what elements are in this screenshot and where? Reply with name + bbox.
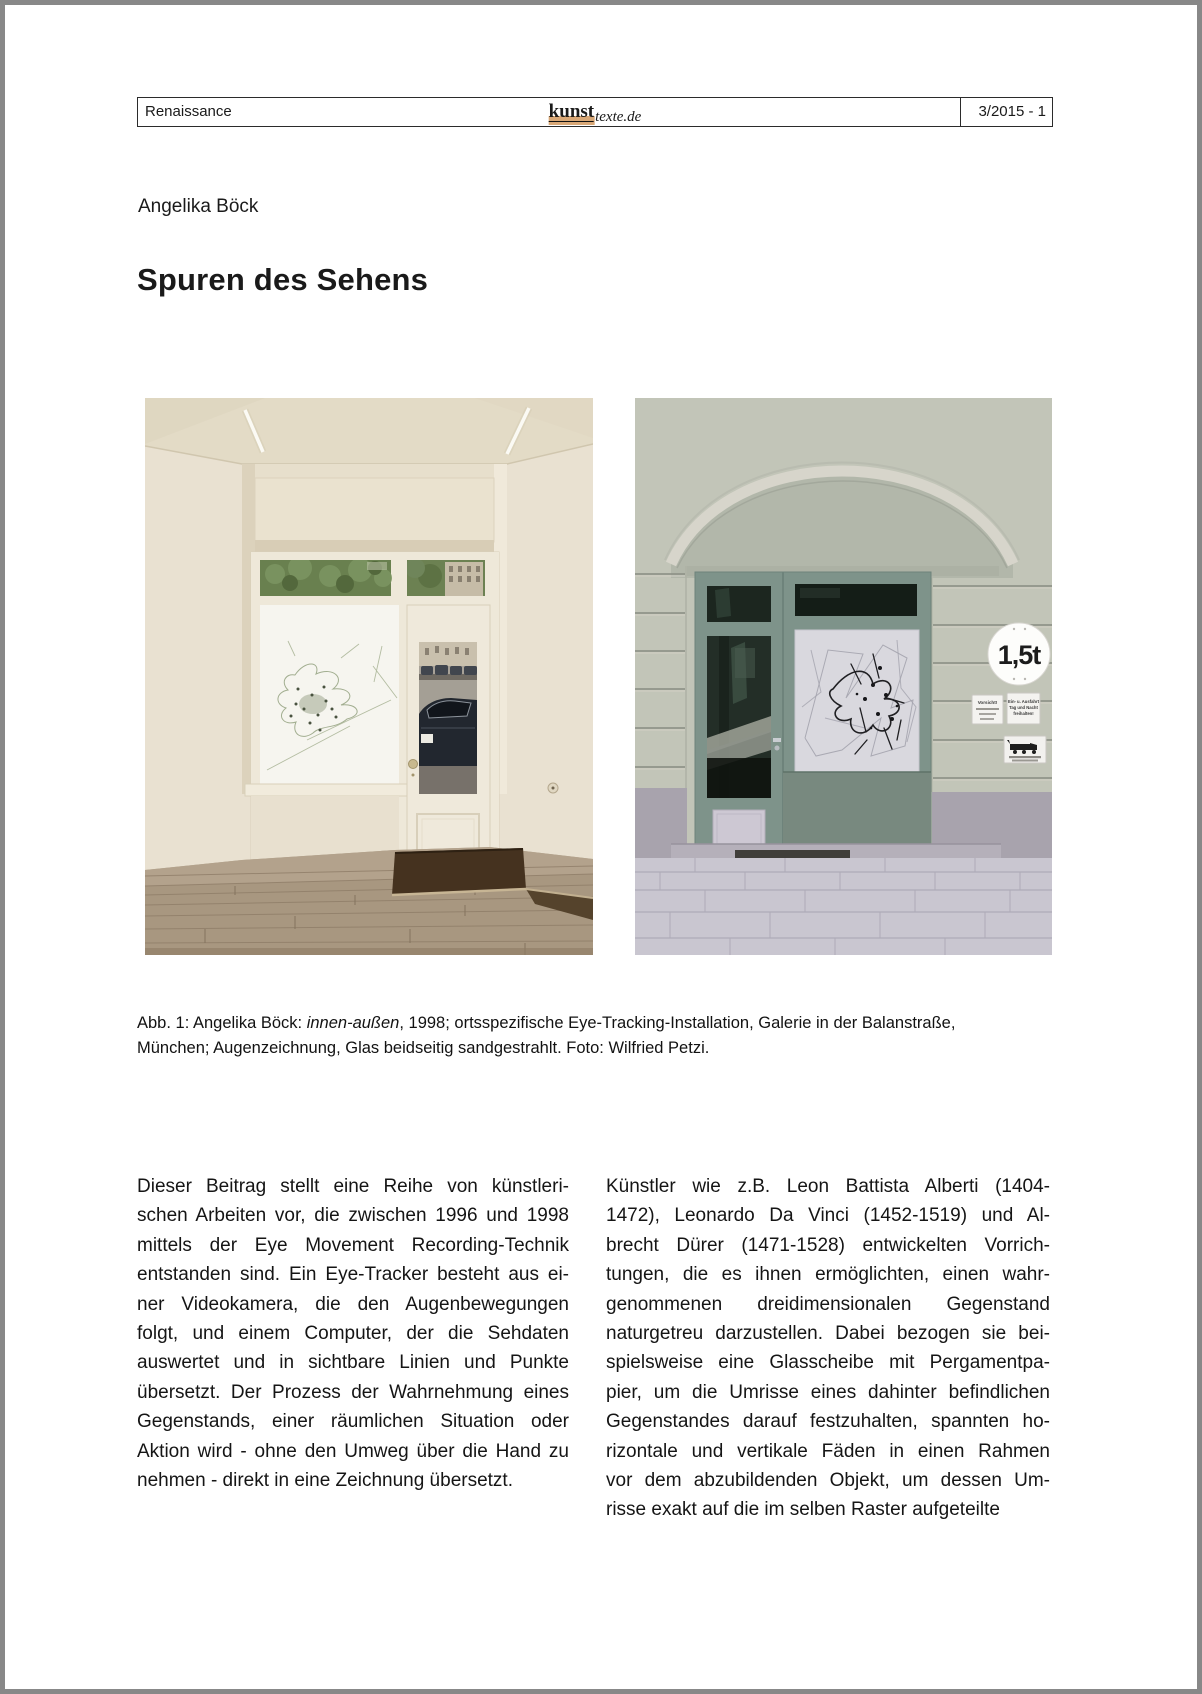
text-line: mittels der Eye Movement Recording-Technik — [137, 1234, 569, 1256]
text-line: Künstler wie z.B. Leon Battista Alberti (1404- — [606, 1176, 1050, 1197]
work-title-italic: innen-außen — [306, 1014, 400, 1032]
logo-text-texte: texte.de — [595, 109, 642, 125]
body-column-left — [137, 1172, 569, 1495]
journal-header — [137, 97, 1053, 127]
ceiling — [145, 398, 593, 464]
article-title: Spuren des Sehens — [137, 262, 429, 297]
text-line: naturgetreu darzustellen. Dabei bezogen sie bei- — [606, 1323, 1050, 1345]
caution-plaque — [972, 695, 1003, 724]
entry-door-glass — [707, 636, 771, 798]
text-line: risse exakt auf die im selben Raster aufgeteilte — [606, 1499, 1000, 1521]
sandblasted-window-eye-drawing — [259, 604, 399, 784]
journal-logo — [549, 98, 642, 126]
photo-street-facade — [635, 398, 1052, 955]
weight-limit-sign — [988, 623, 1050, 685]
logo-text-kunst: kunst — [548, 101, 595, 122]
door-knob — [409, 760, 418, 769]
text-line: rizontale und vertikale Fäden in einen Rahmen — [606, 1440, 1050, 1462]
text-line: pier, um die Umrisse eines dahinter befindlichen — [606, 1381, 1050, 1403]
journal-section-label: Renaissance — [145, 103, 232, 120]
black-car — [419, 698, 477, 766]
text-line: genommenen dreidimensionalen Gegenstand — [606, 1293, 1050, 1315]
text-line: nehmen - direkt in eine Zeichnung übersetzt. — [137, 1470, 513, 1492]
gallery-door — [407, 605, 490, 882]
keep-clear-plaque — [1007, 693, 1040, 724]
text-line: schen Arbeiten vor, die zwischen 1996 und 1998 — [137, 1205, 569, 1227]
text-line: Gegenstandes darauf festzuhalten, spannten ho- — [606, 1411, 1050, 1433]
svg-text:freihalten!: freihalten! — [1013, 711, 1034, 716]
text-line: tungen, die es ihnen ermöglichten, einen wahr- — [606, 1264, 1050, 1286]
door-transom-window — [405, 558, 485, 596]
door-glass-street-view — [419, 642, 477, 794]
photo-gallery-interior — [145, 398, 593, 955]
window-base-panel — [783, 772, 931, 844]
gallery-interior-illustration — [145, 398, 593, 955]
text-line: folgt, und einem Computer, der die Sehdaten — [137, 1323, 569, 1345]
weight-limit-text: 1,5t — [997, 640, 1041, 670]
door-handle — [773, 738, 781, 742]
wall-outlet — [548, 783, 558, 793]
issue-number: 3/2015 - 1 — [960, 98, 1052, 126]
sandblasted-window-eye-drawing-exterior — [795, 630, 919, 772]
body-column-right — [606, 1172, 1050, 1525]
text-line: übersetzt. Der Prozess der Wahrnehmung eines — [137, 1381, 569, 1403]
wooden-floor — [145, 847, 593, 955]
text-line: ner Videokamera, die den Augenbewegungen — [137, 1293, 569, 1315]
caption-line-2: München; Augenzeichnung, Glas beidseitig sandgestrahlt. Foto: Wilfried Petzi. — [137, 1038, 710, 1057]
text-line: 1472), Leonardo Da Vinci (1452-1519) und Al- — [606, 1205, 1050, 1227]
text-line: Dieser Beitrag stellt eine Reihe von künstleri- — [137, 1176, 569, 1197]
window-sill — [245, 784, 407, 796]
transom-window-trees — [259, 556, 392, 596]
svg-text:Ein- u. Ausfahrt: Ein- u. Ausfahrt — [1007, 699, 1040, 704]
tow-away-plaque — [1004, 736, 1046, 763]
text-line: Gegenstands, einer räumlichen Situation oder — [137, 1411, 569, 1433]
text-line: entstanden sind. Ein Eye-Tracker besteht aus ei- — [137, 1264, 569, 1286]
text-line: Aktion wird - ohne den Umweg über die Hand zu — [137, 1440, 569, 1462]
text-line: vor dem abzubildenden Objekt, um dessen Um- — [606, 1470, 1050, 1492]
svg-text:Vorsicht!: Vorsicht! — [977, 700, 998, 705]
svg-text:Tag und Nacht: Tag und Nacht — [1009, 705, 1038, 710]
drain-grate — [735, 850, 850, 858]
text-line: auswertet und in sichtbare Linien und Punkte — [137, 1352, 569, 1374]
street-facade-illustration — [635, 398, 1052, 955]
figure-caption — [137, 1011, 1037, 1060]
caption-line-1: Abb. 1: Angelika Böck: innen-außen, 1998; ortsspezifische Eye-Tracking-Installation, Galerie in der Balanstraße, — [137, 1014, 956, 1032]
sage-storefront — [695, 572, 931, 850]
text-line: spielsweise eine Glasscheibe mit Pergamentpa- — [606, 1352, 1050, 1374]
author-name: Angelika Böck — [138, 196, 259, 217]
sidewalk — [635, 844, 1052, 955]
text-line: brecht Dürer (1471-1528) entwickelten Vorrich- — [606, 1234, 1050, 1256]
